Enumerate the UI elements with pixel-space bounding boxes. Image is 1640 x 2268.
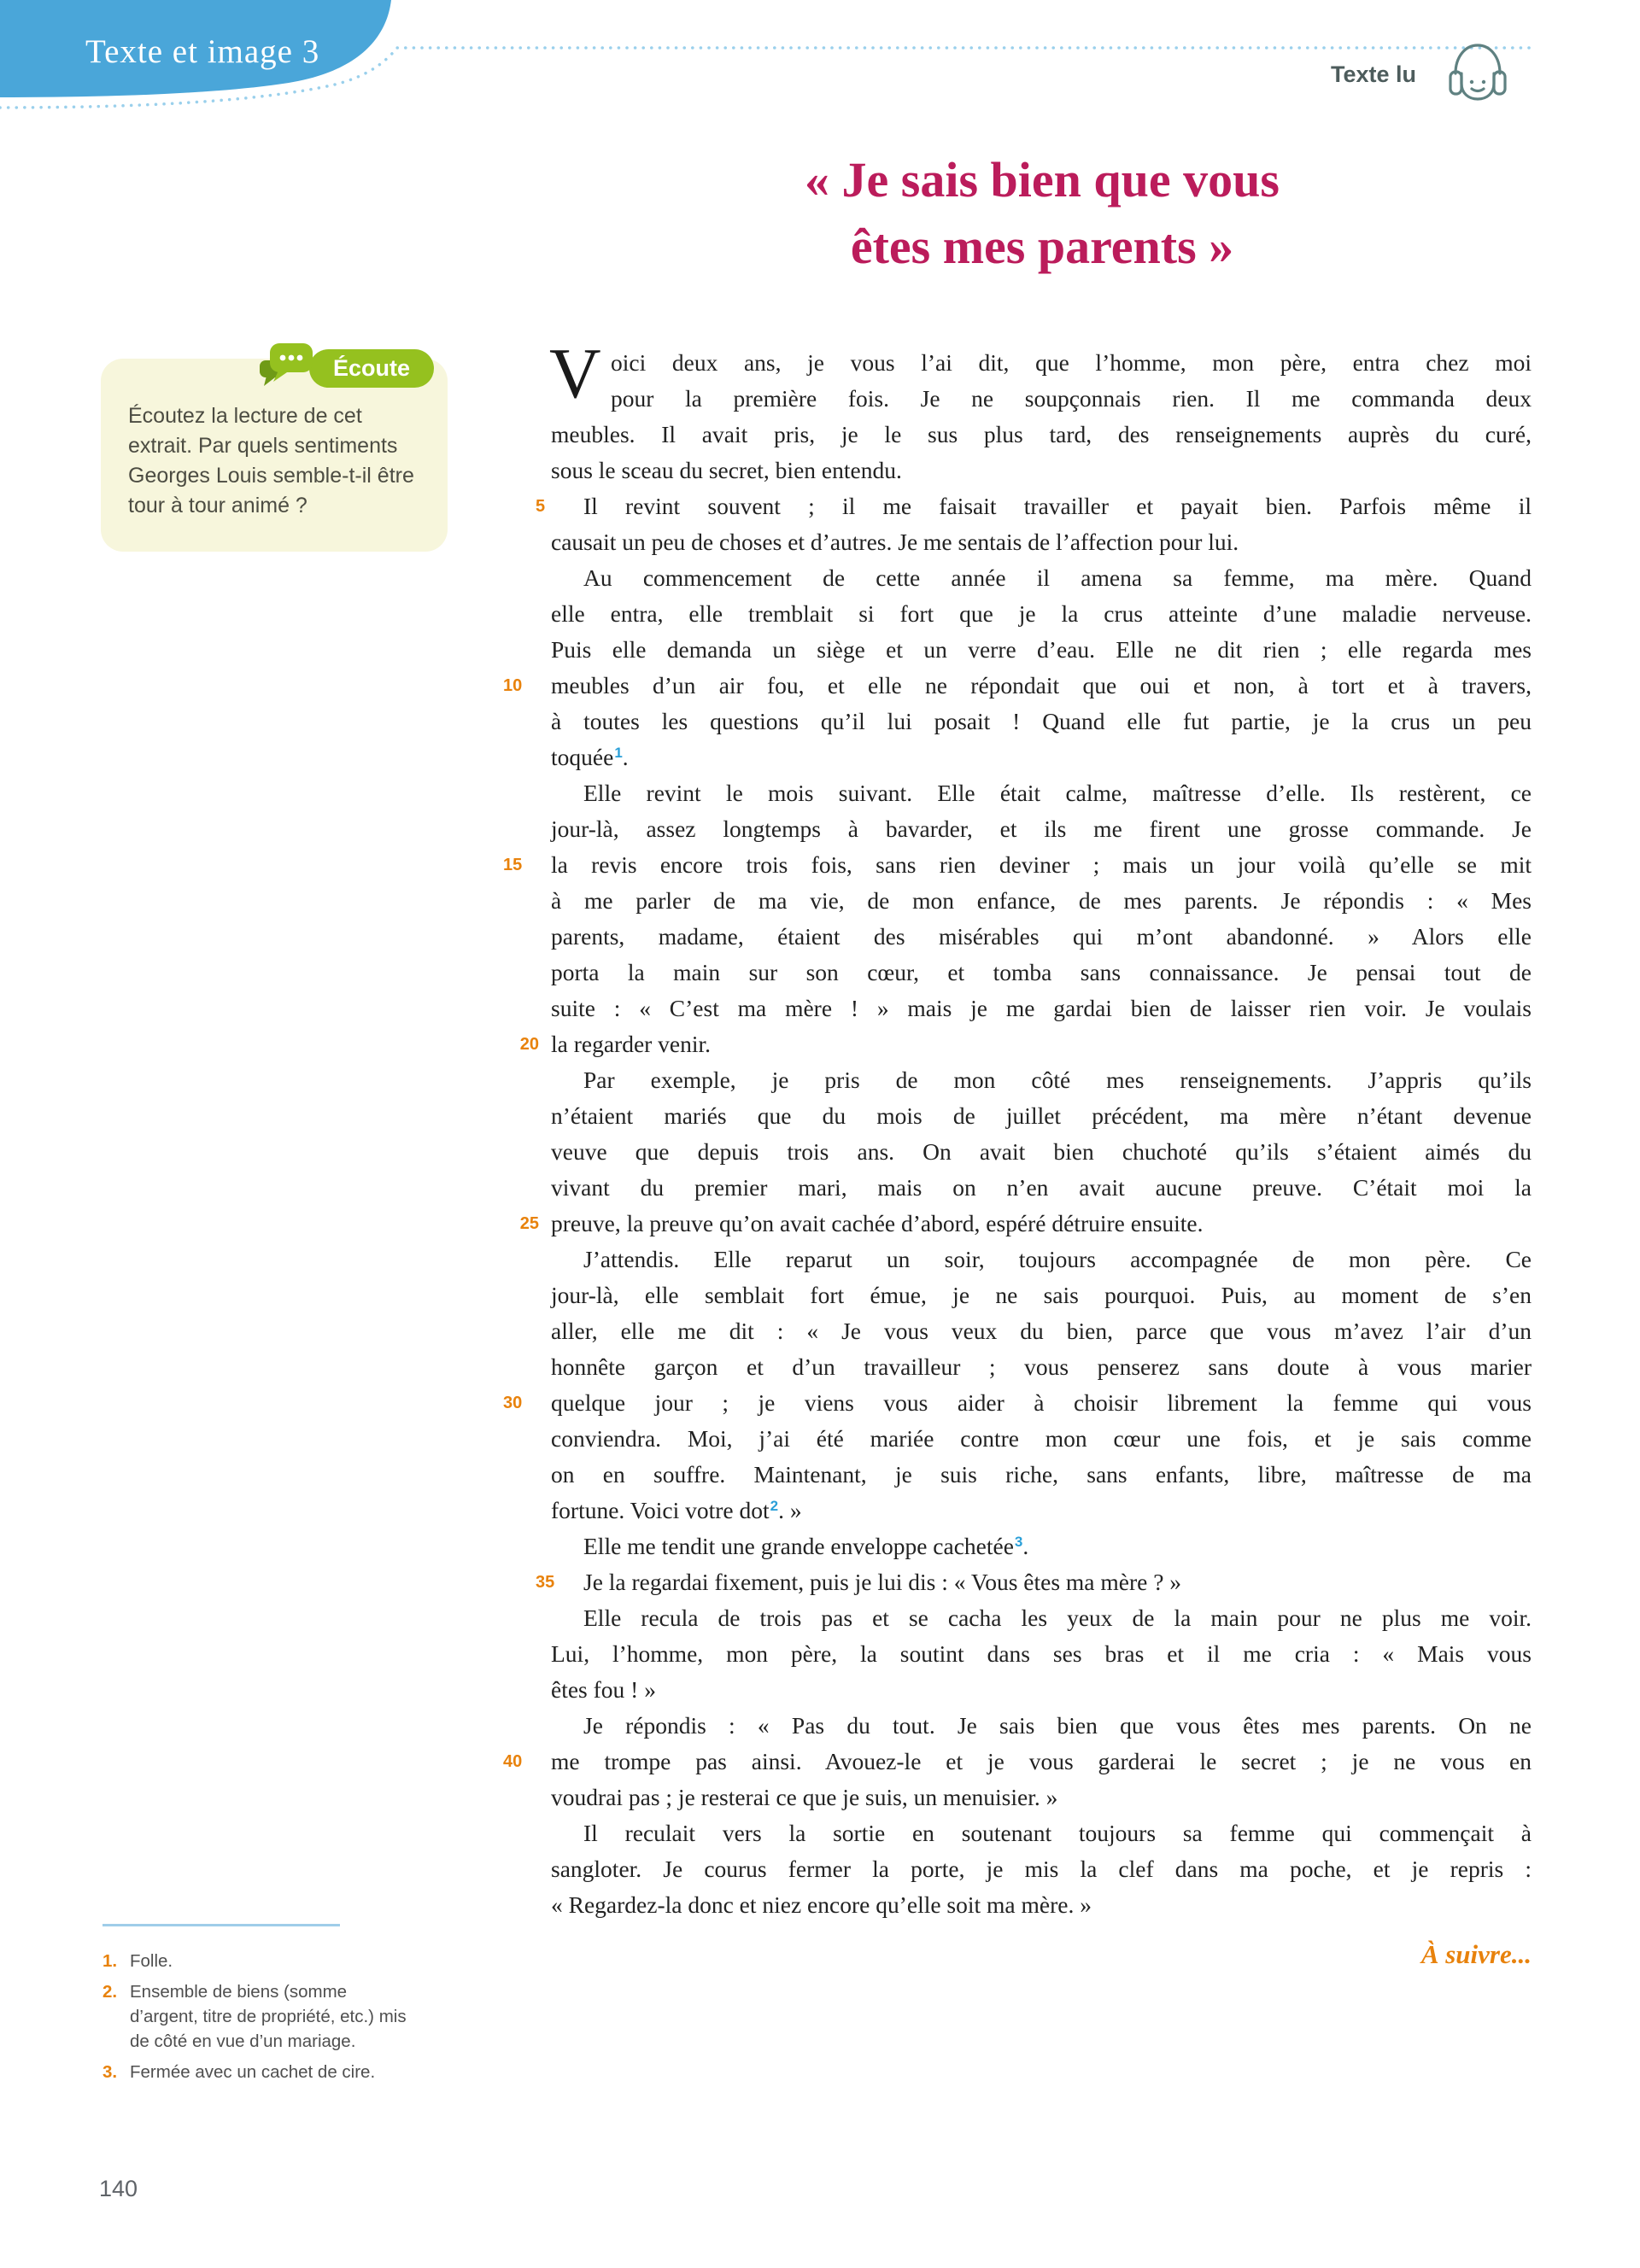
page-title-line1: « Je sais bien que vous — [805, 152, 1280, 208]
footnote-item — [102, 1979, 414, 2054]
passage-line: meubles. Il avait pris, je le sus plus tard, des renseignements auprès du curé, — [551, 421, 1532, 447]
passage-line: jour-là, elle semblait fort émue, je ne sais pourquoi. Puis, au moment de s’en — [551, 1282, 1532, 1308]
line-number: 20 — [519, 1035, 539, 1054]
passage-line: Je répondis : « Pas du tout. Je sais bien que vous êtes mes parents. On ne — [583, 1712, 1532, 1739]
footnote-text: Ensemble de biens (somme d’argent, titre de propriété, etc.) mis de côté en vue d’un mariage. — [130, 1982, 407, 2051]
passage-lines — [503, 345, 1532, 1923]
to-be-continued: À suivre... — [1420, 1939, 1532, 1969]
passage-line: veuve que depuis trois ans. On avait bien chuchoté qu’ils s’étaient aimés du — [551, 1138, 1532, 1165]
texte-lu-label: Texte lu — [1330, 61, 1416, 87]
passage-line: sous le sceau du secret, bien entendu. — [551, 457, 902, 483]
footnote-number: 2. — [102, 1982, 118, 2002]
passage-line: n’étaient mariés que du mois de juillet précédent, ma mère n’étant devenue — [551, 1102, 1532, 1129]
page-title-line2: êtes mes parents » — [850, 219, 1234, 274]
passage-line: Au commencement de cette année il amena sa femme, ma mère. Quand — [583, 564, 1532, 591]
passage-line: suite : « C’est ma mère ! » mais je me gardai bien de laisser rien voir. Je voulais — [551, 995, 1532, 1021]
passage-line: causait un peu de choses et d’autres. Je me sentais de l’affection pour lui. — [551, 529, 1239, 555]
passage-line: pour la première fois. Je ne soupçonnais rien. Il me commanda deux — [611, 385, 1532, 412]
passage-line: elle entra, elle tremblait si fort que je la crus atteinte d’une maladie nerveuse. — [551, 600, 1532, 627]
passage-line: 25 preuve, la preuve qu’on avait cachée d’abord, espéré détruire ensuite. — [551, 1206, 1532, 1242]
footnotes-list — [102, 1949, 414, 2090]
passage-line: porta la main sur son cœur, et tomba sans connaissance. Je pensai tout de — [551, 959, 1532, 985]
footnote-number: 1. — [102, 1951, 118, 1971]
headphones-icon — [1442, 34, 1514, 106]
footnote-divider — [102, 1924, 340, 1926]
passage-line: on en souffre. Maintenant, je suis riche, sans enfants, libre, maîtresse de ma — [551, 1461, 1532, 1488]
footnote-text: Fermée avec un cachet de cire. — [130, 2062, 376, 2082]
passage-line: Par exemple, je pris de mon côté mes renseignements. J’appris qu’ils — [583, 1067, 1532, 1093]
passage-line: Puis elle demanda un siège et un verre d’eau. Elle ne dit rien ; elle regarda mes — [551, 636, 1532, 663]
passage-line: fortune. Voici votre dot$^2$. » — [551, 1497, 802, 1523]
passage-line: à toutes les questions qu’il lui posait ! Quand elle fut partie, je la crus un peu — [551, 708, 1532, 734]
dropcap: V — [549, 334, 601, 413]
passage-line: aller, elle me dit : « Je vous veux du bien, parce que vous m’avez l’air d’un — [551, 1318, 1532, 1344]
passage-line: Elle me tendit une grande enveloppe cachetée$^3$. — [583, 1533, 1029, 1559]
passage-line: êtes fou ! » — [551, 1676, 656, 1703]
passage-line: « Regardez-la donc et niez encore qu’elle soit ma mère. » — [551, 1891, 1092, 1918]
line-number: 10 — [503, 676, 523, 695]
footnote-number: 3. — [102, 2062, 118, 2082]
page-title — [551, 147, 1533, 280]
passage-line: Elle recula de trois pas et se cacha les yeux de la main pour ne plus me voir. — [583, 1605, 1532, 1631]
passage-line: sangloter. Je courus fermer la porte, je mis la clef dans ma poche, et je repris : — [551, 1856, 1532, 1882]
footnote-item — [102, 2060, 414, 2084]
line-number: 15 — [503, 856, 523, 874]
line-number: 25 — [519, 1214, 539, 1233]
passage-line: à me parler de ma vie, de mon enfance, de mes parents. Je répondis : « Mes — [551, 887, 1532, 914]
passage-line: 10 meubles d’un air fou, et elle ne répondait que oui et non, à tort et à travers, — [551, 668, 1532, 704]
footnote-text: Folle. — [130, 1951, 173, 1971]
passage-line: toquée$^1$. — [551, 744, 629, 770]
passage-line: 30 quelque jour ; je viens vous aider à choisir librement la femme qui vous — [551, 1385, 1532, 1421]
line-number: 35 — [536, 1573, 555, 1592]
footnote-item — [102, 1949, 414, 1973]
passage-line: 15 la revis encore trois fois, sans rien deviner ; mais un jour voilà qu’elle se mit — [551, 847, 1532, 883]
passage-line: Lui, l’homme, mon père, la soutint dans ses bras et il me cria : « Mais vous — [551, 1640, 1532, 1667]
passage-line: conviendra. Moi, j’ai été mariée contre mon cœur une fois, et je sais comme — [551, 1425, 1532, 1452]
passage-line: Il reculait vers la sortie en soutenant toujours sa femme qui commençait à — [583, 1820, 1532, 1846]
chapter-banner-label: Texte et image 3 — [85, 33, 320, 70]
passage-line: honnête garçon et d’un travailleur ; vous penserez sans doute à vous marier — [551, 1353, 1532, 1380]
page-number: 140 — [99, 2176, 138, 2201]
ecoute-badge-group — [258, 336, 434, 388]
passage-line: 35 Je la regardai fixement, puis je lui dis : « Vous êtes ma mère ? » — [551, 1564, 1532, 1600]
footnote-ref: 1 — [614, 745, 623, 761]
passage-line: Elle revint le mois suivant. Elle était calme, maîtresse d’elle. Ils restèrent, ce — [583, 780, 1532, 806]
passage-line: 5 Il revint souvent ; il me faisait travailler et payait bien. Parfois même il — [551, 488, 1532, 524]
speech-bubbles-icon — [258, 342, 314, 393]
passage — [503, 334, 1532, 1973]
passage-line: parents, madame, étaient des misérables qui m’ont abandonné. » Alors elle — [551, 923, 1532, 950]
passage-line: 20 la regarder venir. — [551, 1026, 1532, 1062]
ecoute-badge: Écoute — [309, 349, 434, 388]
listen-activity-box — [101, 355, 448, 552]
passage-line: vivant du premier mari, mais on n’en avait aucune preuve. C’était moi la — [551, 1174, 1532, 1201]
passage-line: 40 me trompe pas ainsi. Avouez-le et je vous garderai le secret ; je ne vous en — [551, 1744, 1532, 1780]
passage-line: oici deux ans, je vous l’ai dit, que l’homme, mon père, entra chez moi — [611, 349, 1532, 376]
line-number: 5 — [536, 497, 546, 516]
passage-line: J’attendis. Elle reparut un soir, toujours accompagnée de mon père. Ce — [583, 1246, 1532, 1272]
passage-line: voudrai pas ; je resterai ce que je suis, un menuisier. » — [551, 1784, 1058, 1810]
line-number: 40 — [503, 1752, 523, 1771]
footnote-ref: 3 — [1014, 1534, 1023, 1550]
listen-prompt: Écoutez la lecture de cet extrait. Par quels sentiments Georges Louis semble-t-il être tour à tour animé ? — [128, 404, 414, 517]
passage-line: jour-là, assez longtemps à bavarder, et ils me firent une grosse commande. Je — [551, 815, 1532, 842]
line-number: 30 — [503, 1394, 523, 1412]
footnote-ref: 2 — [770, 1498, 779, 1514]
